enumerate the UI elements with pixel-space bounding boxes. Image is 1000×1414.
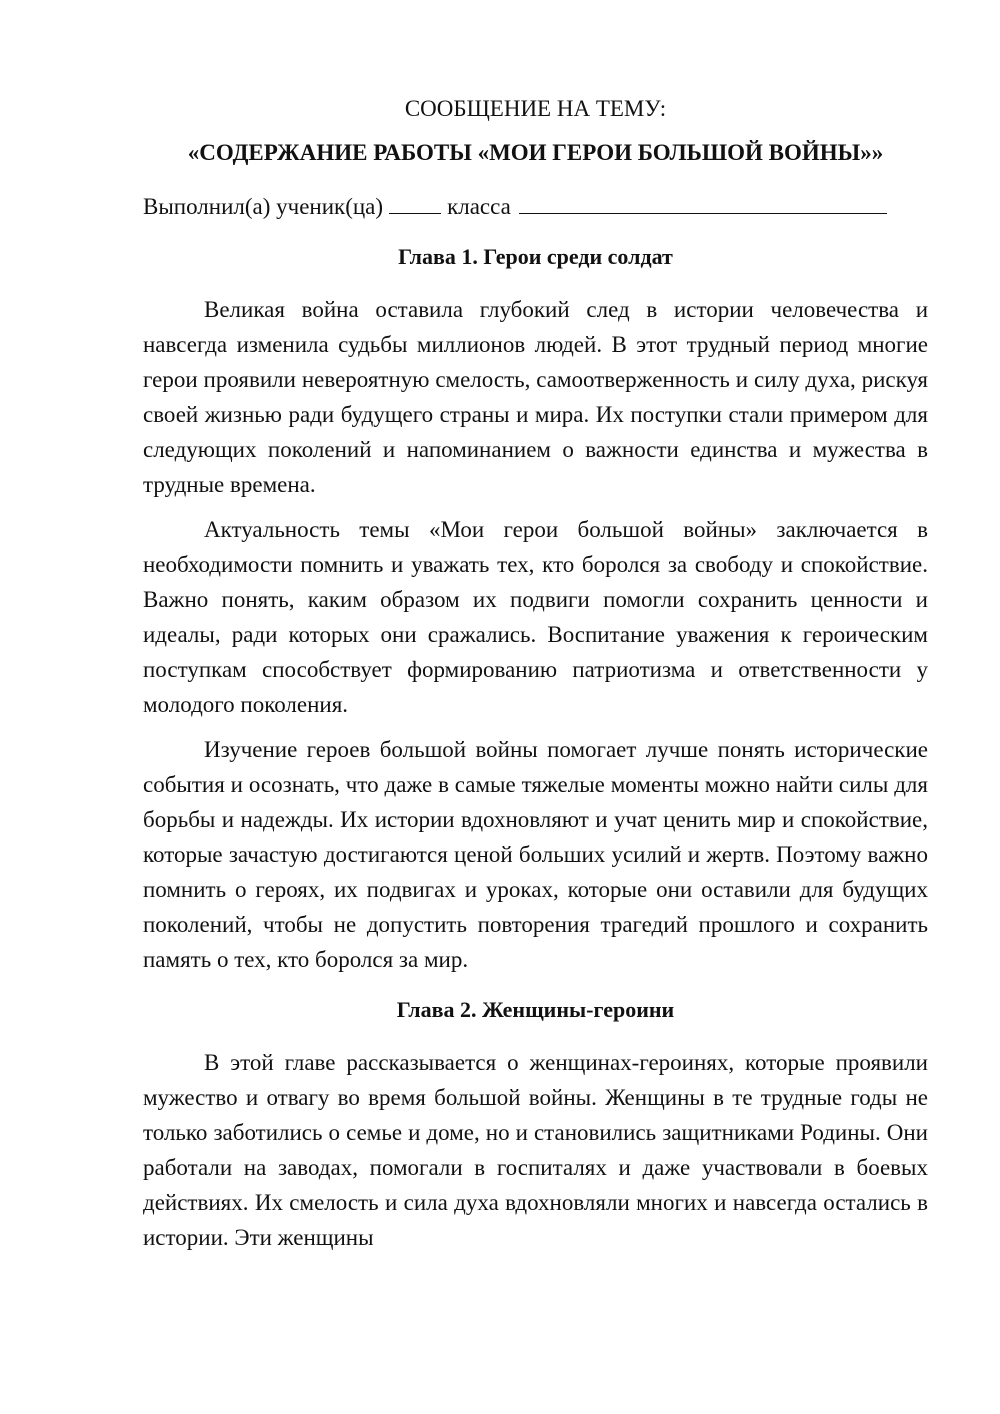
document-content xyxy=(143,92,928,1265)
chapter-2-title: Глава 2. Женщины-героини xyxy=(396,997,675,1022)
class-number-blank xyxy=(389,191,441,214)
chapter-1-title: Глава 1. Герои среди солдат xyxy=(398,244,673,269)
author-line-class-label: класса xyxy=(447,194,511,219)
chapter-1-paragraph-2: Актуальность темы «Мои герои большой войны» заключается в необходимости помнить и уважать тех, кто боролся за свободу и спокойствие. Важно понять, каким образом их подвиги помогли сохранить ценности и идеалы, ради которых они сражались. Воспитание уважения к героическим поступкам способствует формированию патриотизма и ответственности у молодого поколения. xyxy=(143,517,928,717)
chapter-1-paragraph-3: Изучение героев большой войны помогает лучше понять исторические события и осознать, что даже в самые тяжелые моменты можно найти силы для борьбы и надежды. Их истории вдохновляют и учат ценить мир и спокойствие, которые зачастую достигаются ценой больших усилий и жертв. Поэтому важно помнить о героях, их подвигах и уроках, которые они оставили для будущих поколений, чтобы не допустить повторения трагедий прошлого и сохранить память о тех, кто боролся за мир. xyxy=(143,737,928,972)
document-title: «СОДЕРЖАНИЕ РАБОТЫ «МОИ ГЕРОИ БОЛЬШОЙ ВОЙНЫ»» xyxy=(187,140,884,165)
author-name-blank xyxy=(519,191,887,214)
chapter-1-paragraph-1: Великая война оставила глубокий след в истории человечества и навсегда изменила судьбы миллионов людей. В этот трудный период многие герои проявили невероятную смелость, самоотверженность и силу духа, рискуя своей жизнью ради будущего страны и мира. Их поступки стали примером для следующих поколений и напоминанием о важности единства и мужества в трудные времена. xyxy=(143,297,928,497)
author-line-prefix: Выполнил(а) ученик(ца) xyxy=(143,194,384,219)
chapter-2-paragraph-1: В этой главе рассказывается о женщинах-героинях, которые проявили мужество и отвагу во время большой войны. Женщины в те трудные годы не только заботились о семье и доме, но и становились защитниками Родины. Они работали на заводах, помогали в госпиталях и даже участвовали в боевых действиях. Их смелость и сила духа вдохновляли многих и навсегда остались в истории. Эти женщины xyxy=(143,1050,928,1250)
document-label: СООБЩЕНИЕ НА ТЕМУ: xyxy=(404,96,667,121)
author-line xyxy=(143,190,928,224)
